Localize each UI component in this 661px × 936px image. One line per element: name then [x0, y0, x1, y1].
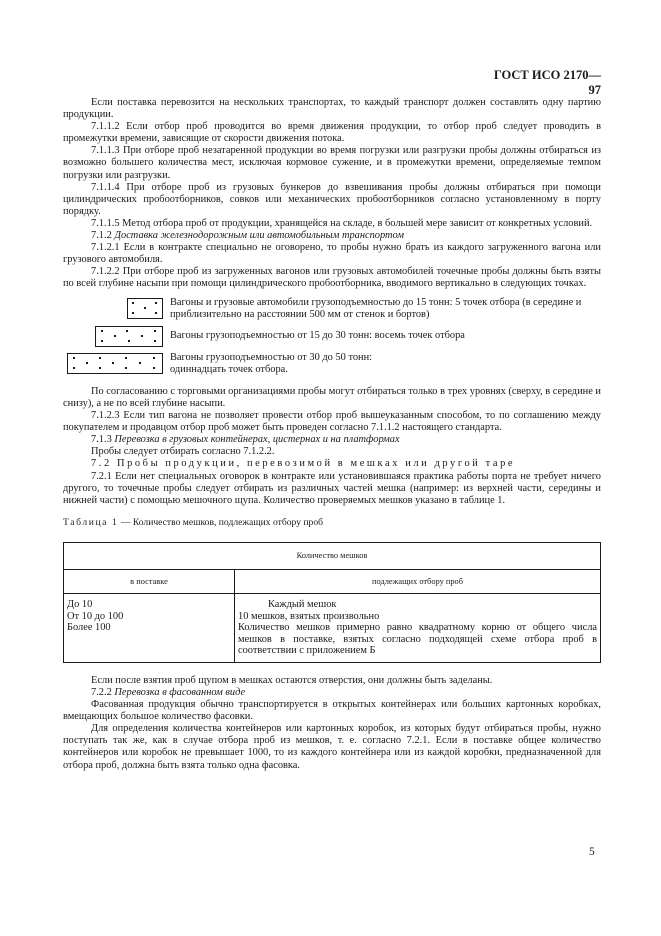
- sampling-point: [112, 362, 114, 364]
- table-header-col1: в поставке: [64, 569, 235, 593]
- paragraph: Фасованная продукция обычно транспортируется в открытых контейнерах или больших картонных коробках, вмещающих большое количество фасовки.: [63, 699, 601, 723]
- paragraph: 7.2.1 Если нет специальных оговорок в контракте или установившаяся практика работы порта не требует ничего другого, то точечные пробы следует отбирать из различных частей мешка (например: из верхней части, середины и нижней части) с помощью мешочного щупа. Количество проверяемых мешков указано в таблице 1.: [63, 470, 601, 506]
- table-caption: Таблица 1 — Количество мешков, подлежащих отбору проб: [63, 516, 323, 528]
- sampling-point: [125, 357, 127, 359]
- sampling-point: [101, 340, 103, 342]
- wagon-8-points-diagram: [95, 326, 163, 347]
- sampling-point: [144, 307, 146, 309]
- paragraph: Если поставка перевозится на нескольких транспортах, то каждый транспорт должен составлять одну партию продукции.: [63, 97, 601, 121]
- paragraph: Пробы следует отбирать согласно 7.1.2.2.: [91, 446, 275, 458]
- sampling-point: [154, 340, 156, 342]
- sampling-diagram-row: [63, 297, 601, 321]
- paragraph: 7.1.2.1 Если в контракте специально не оговорено, то пробы нужно брать из каждого загруженного вагона или грузового автомобиля.: [63, 242, 601, 266]
- section-heading-7-1-3: 7.1.3 Перевозка в грузовых контейнерах, цистернах и на платформах: [91, 434, 400, 446]
- sampling-point: [141, 335, 143, 337]
- paragraph: 7.1.1.2 Если отбор проб проводится во время движения продукции, то отбор проб следует проводить в промежутки времени, зависящие от скорости движения потока.: [63, 121, 601, 145]
- sampling-point: [128, 340, 130, 342]
- sampling-point: [155, 302, 157, 304]
- sampling-diagram-row: [63, 352, 601, 376]
- paragraph: 7.1.1.5 Метод отбора проб от продукции, хранящейся на складе, в большей мере зависит от конкретных условий.: [91, 217, 593, 229]
- sampling-point: [155, 312, 157, 314]
- sampling-point: [86, 362, 88, 364]
- sampling-point: [126, 330, 128, 332]
- wagon-11-points-diagram: [67, 353, 163, 374]
- sampling-point: [132, 312, 134, 314]
- diagram-caption: Вагоны и грузовые автомобили грузоподъемностью до 15 тонн: 5 точек отбора (в середине и приблизительно на расстоянии 500 мм от стенок и бортов): [170, 296, 582, 320]
- sampling-point: [114, 335, 116, 337]
- section-heading-7-2-2: 7.2.2 Перевозка в фасованном виде: [91, 686, 246, 698]
- sampling-point: [99, 357, 101, 359]
- sampling-point: [101, 330, 103, 332]
- sampling-point: [73, 357, 75, 359]
- sampling-point: [125, 367, 127, 369]
- paragraph: 7.1.1.3 При отборе проб незатаренной продукции во время погрузки или разгрузки пробы должны отбираться из возможно большего количества мест, исключая кормовое сужение, и в промежутки времени, определяемые темпом погрузки или разгрузки.: [63, 145, 601, 181]
- paragraph: 7.1.2.2 При отборе проб из загруженных вагонов или грузовых автомобилей точечные пробы должны быть взяты по всей глубине насыпи при помощи цилиндрического пробоотборника, вводимого вертикально в следующих точках.: [63, 266, 601, 290]
- diagram-caption: Вагоны грузоподъемностью от 30 до 50 тонн: одиннадцать точек отбора.: [170, 351, 373, 375]
- document-body: [63, 97, 601, 772]
- paragraph: Для определения количества контейнеров или картонных коробок, из которых будут отбираться пробы, нужно поступать так же, как в случае отбора проб из мешков, т. е. согласно 7.2.1. Если в поставке общее количество контейнеров или коробок не превышает 1000, то из каждого контейнера или из каждой коробки, предназначенной для отбора проб, должна быть взята только одна фасовка.: [63, 723, 601, 771]
- sampling-point: [139, 362, 141, 364]
- paragraph: 7.1.1.4 При отборе проб из грузовых бункеров до взвешивания пробы должны отбираться при помощи цилиндрических пробоотборников, совков или механических пробоотборников согласно установленному в порту порядку.: [63, 181, 601, 217]
- sampling-point: [154, 330, 156, 332]
- sampling-point: [153, 357, 155, 359]
- sampling-point: [99, 367, 101, 369]
- table-header-col2: подлежащих отбору проб: [235, 569, 601, 593]
- wagon-5-points-diagram: [127, 298, 163, 319]
- page-number: 5: [589, 846, 595, 858]
- sampling-diagram-row: [63, 326, 601, 347]
- sampling-table: [63, 542, 601, 663]
- sampling-point: [153, 367, 155, 369]
- sampling-point: [73, 367, 75, 369]
- diagram-caption: Вагоны грузоподъемностью от 15 до 30 тонн: восемь точек отбора: [170, 330, 465, 342]
- section-heading-7-2: 7.2 Пробы продукции, перевозимой в мешках или другой таре: [91, 458, 516, 470]
- paragraph: Если после взятия проб щупом в мешках остаются отверстия, они должны быть заделаны.: [91, 674, 493, 686]
- section-heading-7-1-2: 7.1.2 Доставка железнодорожным или автомобильным транспортом: [91, 230, 404, 242]
- table-cell-sampled: Каждый мешок 10 мешков, взятых произвольно Количество мешков примерно равно квадратному корню от общего числа мешков в поставке, взятых согласно подходящей схеме отбора проб в соответствии с приложением Б: [235, 593, 601, 662]
- sampling-point: [132, 302, 134, 304]
- document-header: ГОСТ ИСО 2170—97: [493, 68, 601, 97]
- paragraph: 7.1.2.3 Если тип вагона не позволяет провести отбор проб вышеуказанным способом, то по соглашению между покупателем и продавцом отбор проб может быть проведен согласно 7.1.1.2 настоящего стандарта.: [63, 410, 601, 434]
- table-cell-delivery: До 10 От 10 до 100 Более 100: [64, 593, 235, 662]
- table-header-main: Количество мешков: [64, 542, 601, 569]
- paragraph: По согласованию с торговыми организациями пробы могут отбираться только в трех уровнях (сверху, в середине и снизу), а не по всей глубине насыпи.: [63, 385, 601, 409]
